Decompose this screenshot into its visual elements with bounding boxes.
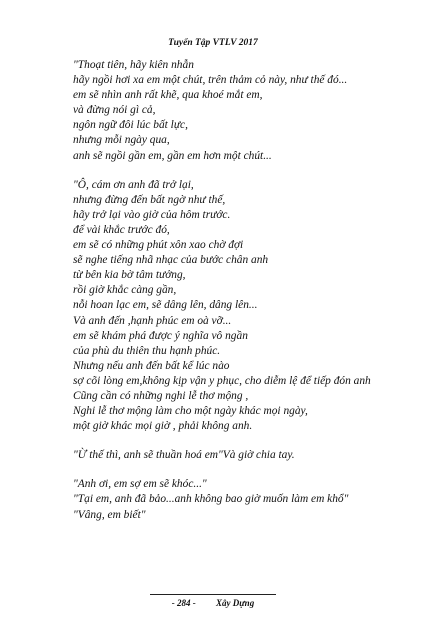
poem-line: ngôn ngữ đôi lúc bất lực, [73, 119, 188, 132]
footer-author: Xây Dựng [216, 598, 255, 608]
stanza-4 [73, 477, 373, 522]
poem-line: "Ô, cám ơn anh đã trở lại, [73, 178, 194, 191]
stanza-1 [73, 58, 373, 164]
poem-line: hãy ngồi hơi xa em một chút, trên thảm cỏ này, như thế đó... [73, 74, 348, 87]
poem-line: anh sẽ ngồi gần em, gần em hơn một chút... [73, 149, 272, 162]
poem-line: nhưng mỗi ngày qua, [73, 134, 170, 147]
poem-line: em sẽ nhìn anh rất khẽ, qua khoé mắt em, [73, 89, 263, 102]
poem-line: Và anh đến ,hạnh phúc em oà vỡ... [73, 314, 232, 327]
poem-body [73, 58, 373, 537]
poem-line: sợ cõi lòng em,không kịp vận y phục, cho diễm lệ để tiếp đón anh [73, 374, 371, 387]
stanza-2 [73, 178, 373, 435]
page-number: - 284 - [171, 598, 196, 608]
poem-line: rồi giờ khắc càng gần, [73, 284, 177, 297]
poem-line: sẽ nghe tiếng nhã nhạc của bước chân anh [73, 254, 269, 267]
poem-line: "Anh ơi, em sợ em sẽ khóc..." [73, 478, 207, 491]
poem-line: Cũng cần có những nghi lễ thơ mộng , [73, 389, 249, 402]
poem-line: để vài khắc trước đó, [73, 223, 170, 236]
poem-line: "Vâng, em biết" [73, 508, 146, 521]
poem-line: từ bên kia bờ tâm tưởng, [73, 269, 186, 282]
poem-line: "Tại em, anh đã bảo...anh không bao giờ muốn làm em khổ" [73, 493, 349, 506]
page-footer [0, 598, 426, 608]
poem-line: Nghi lễ thơ mộng làm cho một ngày khác mọi ngày, [73, 405, 308, 418]
poem-line: nỗi hoan lạc em, sẽ dâng lên, dâng lên... [73, 299, 258, 312]
poem-line: "Ừ thế thì, anh sẽ thuần hoá em"Và giờ chia tay. [73, 449, 295, 462]
footer-divider [150, 594, 276, 595]
poem-line: một giờ khác mọi giờ , phải không anh. [73, 420, 253, 433]
poem-line: em sẽ có những phút xôn xao chờ đợi [73, 239, 244, 252]
poem-line: Nhưng nếu anh đến bất kể lúc nào [73, 359, 230, 372]
page-header: Tuyển Tập VTLV 2017 [168, 38, 258, 48]
poem-line: em sẽ khám phá được ý nghĩa vô ngần [73, 329, 248, 342]
poem-line: của phù du thiên thu hạnh phúc. [73, 344, 221, 357]
poem-line: nhưng đừng đến bất ngờ như thế, [73, 193, 226, 206]
poem-line: "Thoạt tiên, hãy kiên nhẫn [73, 59, 194, 71]
poem-line: hãy trở lại vào giờ của hôm trước. [73, 208, 231, 221]
poem-line: và đừng nói gì cả, [73, 104, 156, 117]
stanza-3 [73, 448, 373, 463]
